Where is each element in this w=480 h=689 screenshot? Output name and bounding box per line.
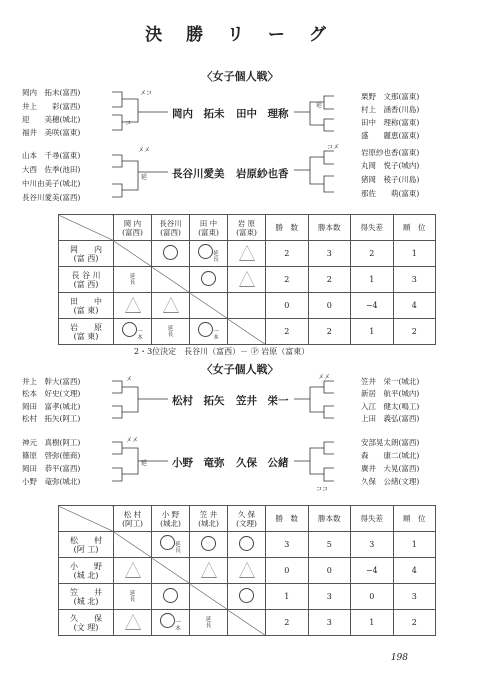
column-header: 順 位 <box>393 506 436 532</box>
rank: 4 <box>393 558 436 584</box>
result-cell <box>190 532 228 558</box>
rank: 3 <box>393 267 436 293</box>
points-count: 0 <box>308 293 351 319</box>
player-name: 久保 公緒(文理) <box>361 477 420 486</box>
column-header: 勝 数 <box>266 215 309 241</box>
section1-heading: 〈女子個人戦〉 <box>201 70 279 83</box>
result-cell <box>152 584 190 610</box>
column-header: 松 村 (阿工) <box>114 506 152 532</box>
section2-heading: 〈女子個人戦〉 <box>201 363 279 376</box>
player-name: 大西 佐季(池田) <box>22 165 81 174</box>
player-name: 中川由美子(城北) <box>22 179 81 188</box>
row-header: 小 野 (城 北) <box>59 558 114 584</box>
player-name: 栗野 文那(富東) <box>361 92 420 101</box>
score-mark: コメ <box>327 144 340 151</box>
playoff-note: 2・3位決定 長谷川（富西）－ Ⓟ 岩原（富東） <box>134 347 310 356</box>
player-name: 篠原 啓弥(徳商) <box>22 451 81 460</box>
winner-name: 松村 拓矢 <box>172 395 225 407</box>
results-table <box>58 214 436 345</box>
results-table <box>58 505 436 636</box>
self-cell <box>152 267 190 293</box>
player-name: 井上 彩(富西) <box>22 102 81 111</box>
result-cell: 一 本 <box>190 319 228 345</box>
self-cell <box>228 610 266 636</box>
self-cell <box>190 584 228 610</box>
points-count: 5 <box>308 532 351 558</box>
point-diff: 1 <box>351 319 394 345</box>
points-count: 3 <box>308 610 351 636</box>
column-header: 勝 数 <box>266 506 309 532</box>
player-name: 小野 竜弥(城北) <box>22 477 81 486</box>
points-count: 0 <box>308 558 351 584</box>
column-header: 勝本数 <box>308 215 351 241</box>
self-cell <box>152 558 190 584</box>
row-header: 笠 井 (城 北) <box>59 584 114 610</box>
result-cell <box>114 610 152 636</box>
wins-count: 3 <box>266 532 309 558</box>
score-mark: コ <box>125 120 132 127</box>
result-cell <box>228 241 266 267</box>
point-diff: 0 <box>351 584 394 610</box>
result-cell: 延 長 <box>190 241 228 267</box>
player-name: 岡田 富孝(城北) <box>22 402 81 411</box>
result-cell <box>114 558 152 584</box>
winner-name: 岩原紗也香 <box>236 168 289 180</box>
result-cell <box>152 293 190 319</box>
column-header: 長谷川 (富西) <box>152 215 190 241</box>
result-cell <box>152 241 190 267</box>
winner-name: 長谷川愛美 <box>172 168 225 180</box>
result-cell: 一 本 <box>114 319 152 345</box>
result-cell: 延 長 <box>114 267 152 293</box>
points-count: 3 <box>308 241 351 267</box>
row-header: 久 保 (文 理) <box>59 610 114 636</box>
winner-name: 田中 理称 <box>236 108 289 120</box>
point-diff: −4 <box>351 558 394 584</box>
score-mark: メメ <box>318 374 331 381</box>
self-cell <box>190 293 228 319</box>
player-name: 廣井 大晃(富西) <box>361 464 420 473</box>
player-name: 福井 美咲(富東) <box>22 128 81 137</box>
column-header: 小 野 (城北) <box>152 506 190 532</box>
result-cell: 延 長 <box>152 532 190 558</box>
result-cell <box>228 293 266 319</box>
player-name: 長谷川愛美(富西) <box>22 193 81 202</box>
self-cell <box>228 319 266 345</box>
row-header: 松 村 (阿 工) <box>59 532 114 558</box>
wins-count: 0 <box>266 293 309 319</box>
column-header: 久 保 (文理) <box>228 506 266 532</box>
winner-name: 岡内 拓未 <box>172 108 225 120</box>
player-name: 丸岡 悦子(城内) <box>361 161 420 170</box>
column-header: 岩 原 (富東) <box>228 215 266 241</box>
wins-count: 2 <box>266 610 309 636</box>
result-cell <box>190 267 228 293</box>
player-name: 入江 健太(鳴工) <box>361 402 420 411</box>
self-cell <box>114 241 152 267</box>
result-cell <box>228 267 266 293</box>
player-name: 村上 涵香(川島) <box>361 105 420 114</box>
winner-name: 笠井 栄一 <box>236 395 289 407</box>
player-name: 上田 義弘(富西) <box>361 414 420 423</box>
player-name: 森 康二(城北) <box>361 451 420 460</box>
point-diff: 2 <box>351 241 394 267</box>
result-cell: 延 長 <box>114 584 152 610</box>
player-name: 盛 麗恵(富東) <box>361 131 420 140</box>
player-name: 田中 理称(富東) <box>361 118 420 127</box>
player-name: 那佐 萌(富東) <box>361 189 420 198</box>
player-name: 岩原紗也香(富東) <box>361 148 420 157</box>
point-diff: −4 <box>351 293 394 319</box>
result-cell: 延 長 <box>190 610 228 636</box>
result-cell <box>228 532 266 558</box>
player-name: 井上 幹大(富西) <box>22 377 81 386</box>
score-mark: 延 <box>141 460 148 467</box>
rank: 1 <box>393 241 436 267</box>
player-name: 神元 真樹(阿工) <box>22 438 81 447</box>
rank: 3 <box>393 584 436 610</box>
rank: 1 <box>393 532 436 558</box>
row-header: 岡 内 (富 西) <box>59 241 114 267</box>
player-name: 岡田 恭平(富西) <box>22 464 81 473</box>
score-mark: ココ <box>316 486 329 493</box>
wins-count: 2 <box>266 319 309 345</box>
row-header: 田 中 (富 東) <box>59 293 114 319</box>
row-header: 岩 原 (富 東) <box>59 319 114 345</box>
rank: 2 <box>393 319 436 345</box>
points-count: 2 <box>308 267 351 293</box>
page-number: 198 <box>390 653 408 663</box>
result-cell: 一 本 <box>152 610 190 636</box>
wins-count: 1 <box>266 584 309 610</box>
score-mark: 延 <box>316 102 323 109</box>
rank: 4 <box>393 293 436 319</box>
player-name: 山本 千尋(富東) <box>22 151 81 160</box>
score-mark: メメ <box>126 437 139 444</box>
table-corner <box>59 215 114 241</box>
player-name: 岡内 拓未(富西) <box>22 88 81 97</box>
player-name: 迎 美穂(城北) <box>22 115 81 124</box>
self-cell <box>114 532 152 558</box>
player-name: 笠井 栄一(城北) <box>361 377 420 386</box>
column-header: 笠 井 (城北) <box>190 506 228 532</box>
wins-count: 0 <box>266 558 309 584</box>
player-name: 松本 好史(文理) <box>22 389 81 398</box>
result-cell: 延 長 <box>152 319 190 345</box>
player-name: 新居 航平(城内) <box>361 389 420 398</box>
page-title: 決 勝 リ ー グ <box>145 25 335 45</box>
row-header: 長 谷 川 (富 西) <box>59 267 114 293</box>
player-name: 安部晃太朗(富西) <box>361 438 420 447</box>
table-corner <box>59 506 114 532</box>
column-header: 得失差 <box>351 506 394 532</box>
rank: 2 <box>393 610 436 636</box>
winner-name: 小野 竜弥 <box>172 457 225 469</box>
wins-count: 2 <box>266 241 309 267</box>
column-header: 岡 内 (富西) <box>114 215 152 241</box>
points-count: 2 <box>308 319 351 345</box>
point-diff: 1 <box>351 610 394 636</box>
column-header: 得失差 <box>351 215 394 241</box>
column-header: 順 位 <box>393 215 436 241</box>
result-cell <box>190 558 228 584</box>
player-name: 猪岡 稜子(川島) <box>361 175 420 184</box>
score-mark: メメ <box>138 147 151 154</box>
point-diff: 1 <box>351 267 394 293</box>
result-cell <box>228 584 266 610</box>
result-cell <box>228 558 266 584</box>
result-cell <box>114 293 152 319</box>
player-name: 松村 拓矢(阿工) <box>22 414 81 423</box>
point-diff: 3 <box>351 532 394 558</box>
score-mark: メ <box>126 376 133 383</box>
winner-name: 久保 公緒 <box>236 457 289 469</box>
wins-count: 2 <box>266 267 309 293</box>
points-count: 3 <box>308 584 351 610</box>
score-mark: メコ <box>140 90 153 97</box>
column-header: 勝本数 <box>308 506 351 532</box>
score-mark: 延 <box>141 174 148 181</box>
column-header: 田 中 (富東) <box>190 215 228 241</box>
